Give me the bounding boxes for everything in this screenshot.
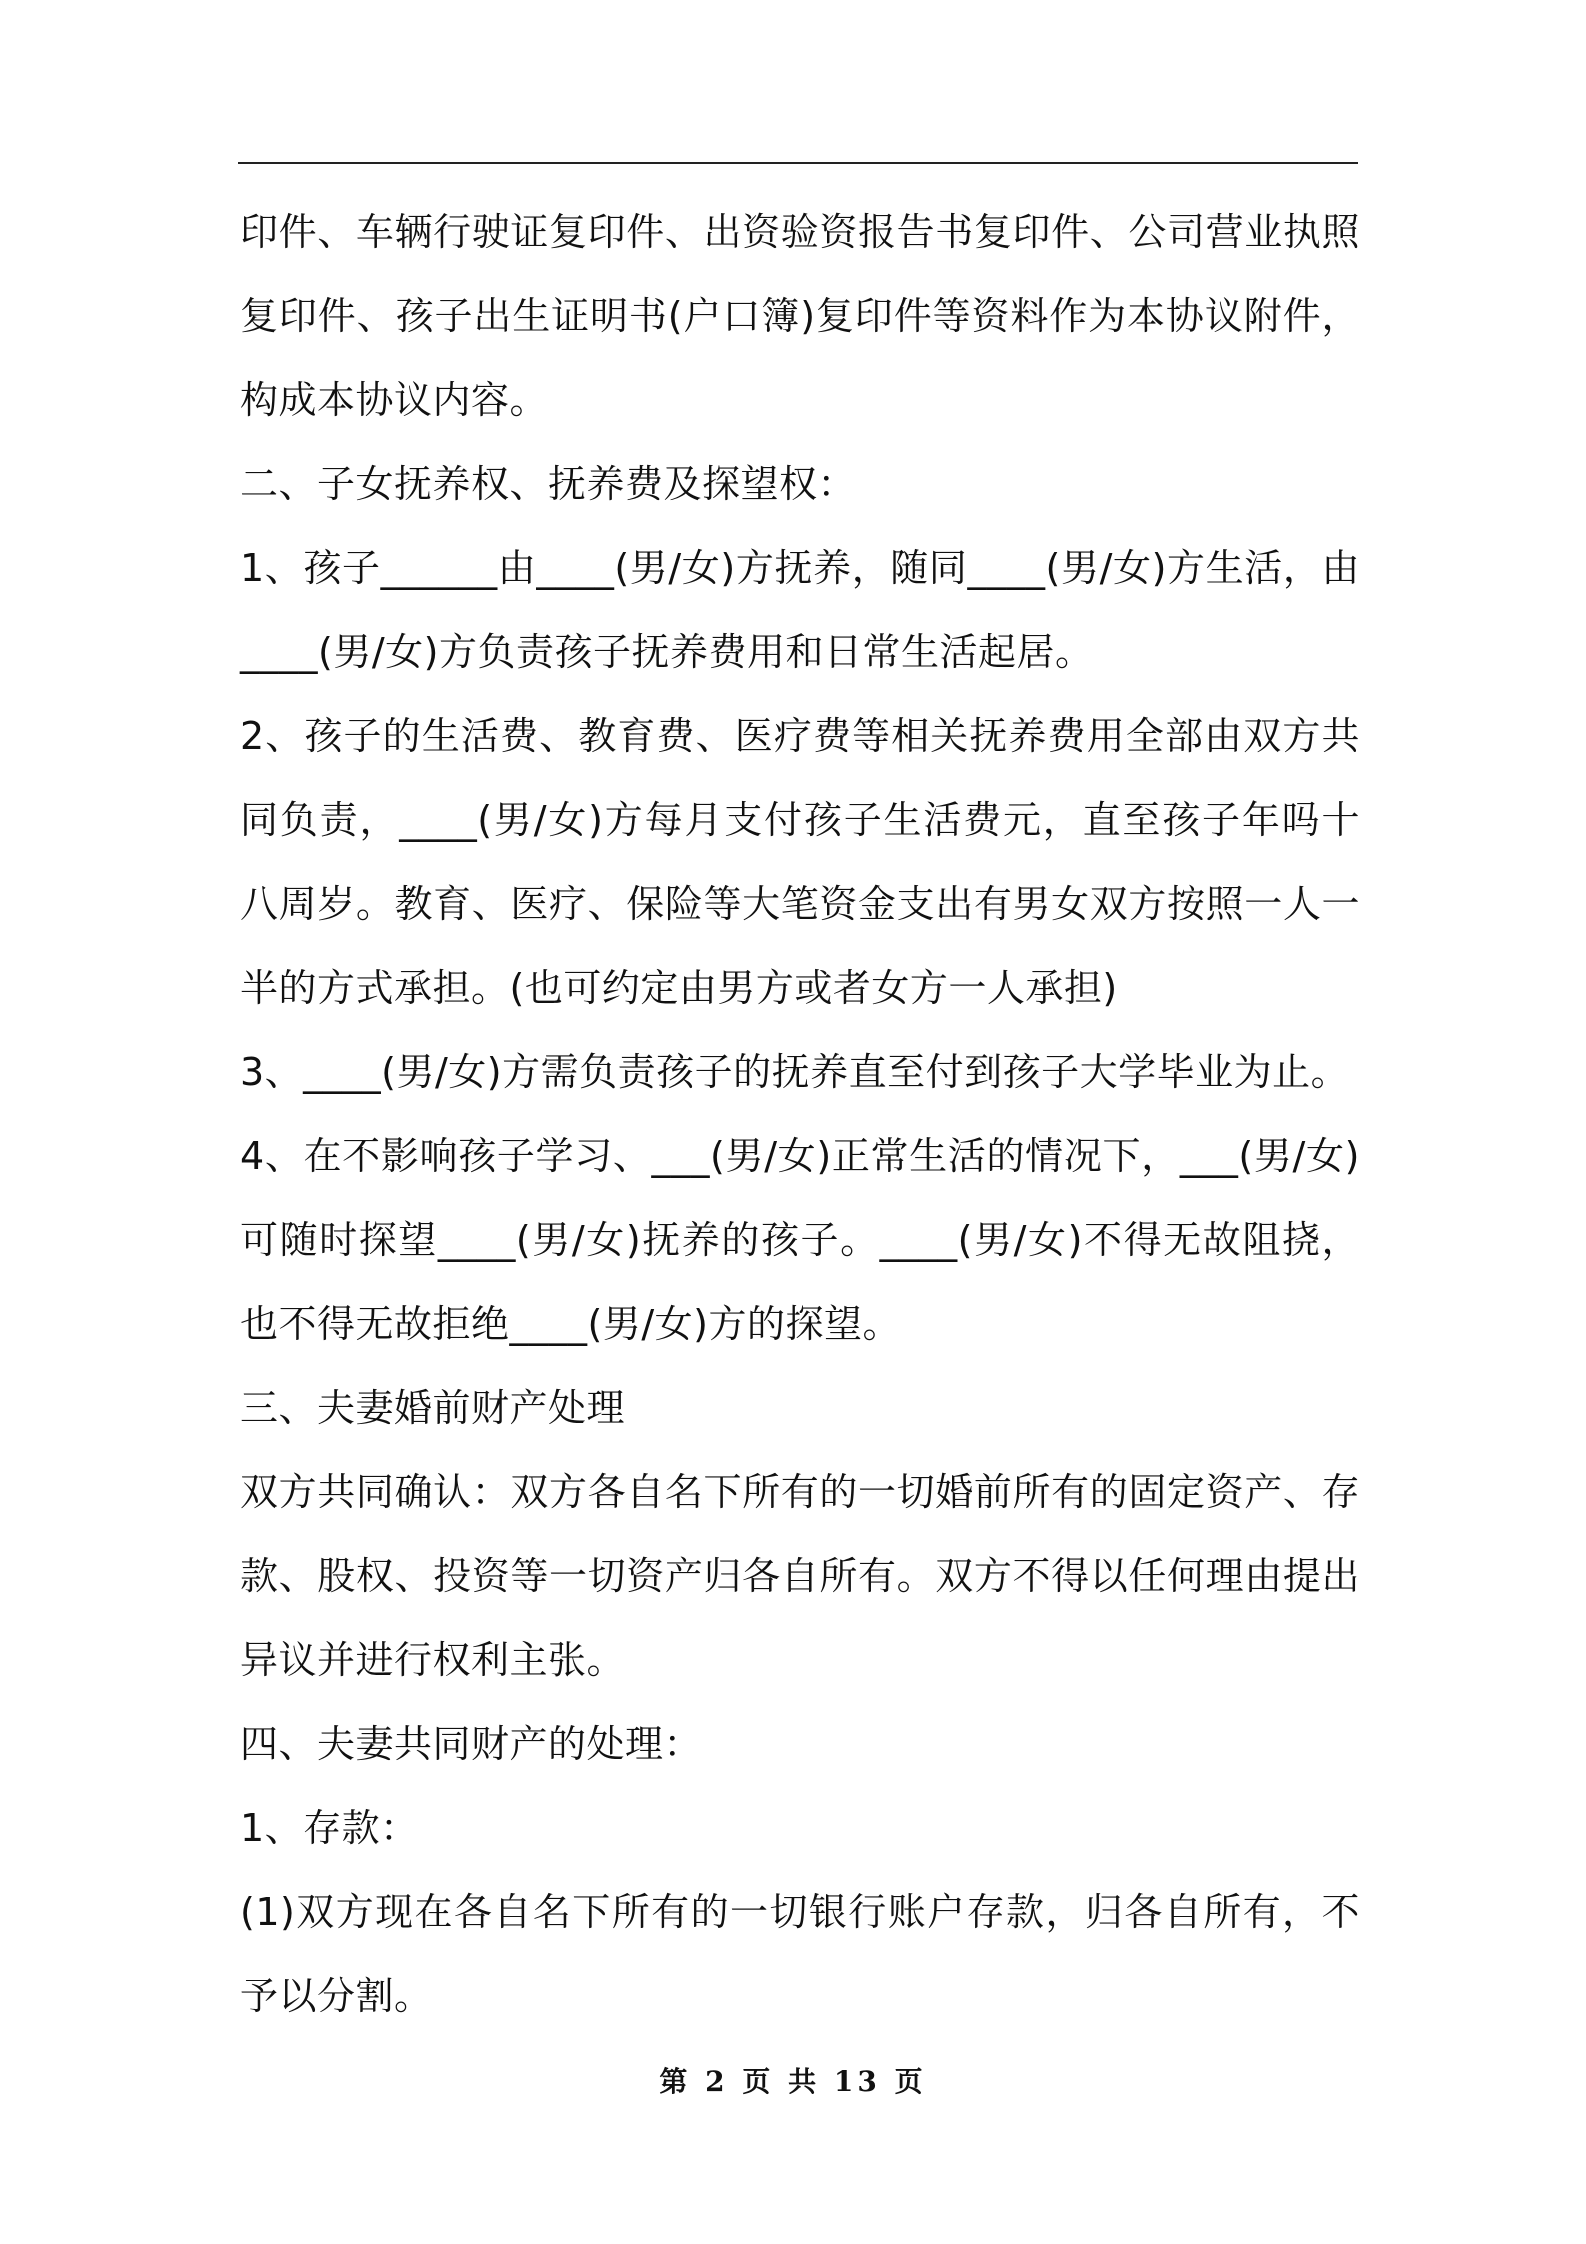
paragraph-custody-3: 3、____(男/女)方需负责孩子的抚养直至付到孩子大学毕业为止。	[240, 1050, 1350, 1094]
paragraph-custody-2: 2、孩子的生活费、教育费、医疗费等相关抚养费用全部由双方共同负责，____(男/女)方每月支付孩子生活费元，直至孩子年吗十八周岁。教育、医疗、保险等大笔资金支出有男女双方按照一人一半的方式承担。(也可约定由男方或者女方一人承担)	[240, 714, 1360, 1010]
document-body	[240, 190, 1360, 2038]
paragraph-custody-4: 4、在不影响孩子学习、___(男/女)正常生活的情况下，___(男/女)可随时探望____(男/女)抚养的孩子。____(男/女)不得无故阻挠，也不得无故拒绝____(男/女)方的探望。	[240, 1134, 1360, 1346]
header-rule	[238, 162, 1358, 164]
page-number: 第 2 页 共 13 页	[659, 2065, 927, 2098]
paragraph-premarital-property: 双方共同确认：双方各自名下所有的一切婚前所有的固定资产、存款、股权、投资等一切资产归各自所有。双方不得以任何理由提出异议并进行权利主张。	[240, 1470, 1360, 1682]
heading-custody: 二、子女抚养权、抚养费及探望权：	[240, 462, 857, 506]
paragraph-deposits-1: (1)双方现在各自名下所有的一切银行账户存款，归各自所有，不予以分割。	[240, 1890, 1360, 2018]
paragraph-custody-1: 1、孩子______由____(男/女)方抚养，随同____(男/女)方生活，由____(男/女)方负责孩子抚养费用和日常生活起居。	[240, 546, 1360, 674]
heading-premarital-property: 三、夫妻婚前财产处理	[240, 1386, 626, 1430]
paragraph-attachments: 印件、车辆行驶证复印件、出资验资报告书复印件、公司营业执照复印件、孩子出生证明书(户口簿)复印件等资料作为本协议附件，构成本协议内容。	[240, 210, 1360, 422]
heading-joint-property: 四、夫妻共同财产的处理：	[240, 1722, 703, 1766]
heading-deposits: 1、存款：	[240, 1806, 419, 1850]
